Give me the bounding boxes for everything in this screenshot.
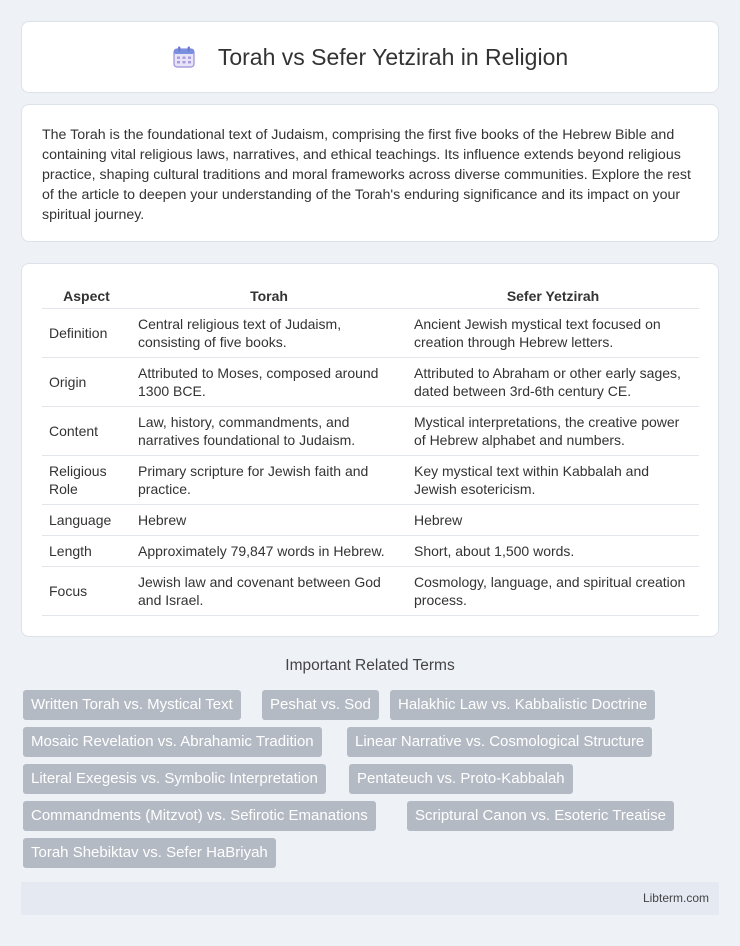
aspect-cell: Language — [42, 505, 131, 536]
table-row — [42, 536, 699, 567]
torah-cell: Attributed to Moses, composed around 1300 BCE. — [131, 358, 407, 407]
related-term-tag[interactable]: Literal Exegesis vs. Symbolic Interpretation — [23, 764, 326, 794]
sefer-cell: Cosmology, language, and spiritual creation process. — [407, 567, 699, 616]
related-term-tag[interactable]: Written Torah vs. Mystical Text — [23, 690, 241, 720]
torah-cell: Primary scripture for Jewish faith and practice. — [131, 456, 407, 505]
footer — [21, 882, 719, 915]
sefer-cell: Attributed to Abraham or other early sages, dated between 3rd-6th century CE. — [407, 358, 699, 407]
table-row — [42, 567, 699, 616]
table-row — [42, 407, 699, 456]
aspect-cell: Definition — [42, 309, 131, 358]
related-term-tag[interactable]: Pentateuch vs. Proto-Kabbalah — [349, 764, 573, 794]
header-card — [21, 21, 719, 93]
sefer-cell: Ancient Jewish mystical text focused on creation through Hebrew letters. — [407, 309, 699, 358]
related-term-tag[interactable]: Commandments (Mitzvot) vs. Sefirotic Emanations — [23, 801, 376, 831]
torah-cell: Jewish law and covenant between God and Israel. — [131, 567, 407, 616]
related-term-tag[interactable]: Halakhic Law vs. Kabbalistic Doctrine — [390, 690, 655, 720]
table-header-row — [42, 284, 699, 309]
aspect-cell: Origin — [42, 358, 131, 407]
torah-cell: Approximately 79,847 words in Hebrew. — [131, 536, 407, 567]
header-torah: Torah — [131, 284, 407, 309]
related-term-tag[interactable]: Linear Narrative vs. Cosmological Structure — [347, 727, 652, 757]
related-terms-title: Important Related Terms — [285, 657, 455, 674]
comparison-table-card — [21, 263, 719, 637]
related-term-tag[interactable]: Torah Shebiktav vs. Sefer HaBriyah — [23, 838, 276, 868]
header-aspect: Aspect — [42, 284, 131, 309]
sefer-cell: Key mystical text within Kabbalah and Jewish esotericism. — [407, 456, 699, 505]
page-title: Torah vs Sefer Yetzirah in Religion — [217, 43, 569, 70]
table-row — [42, 358, 699, 407]
comparison-table — [42, 284, 699, 616]
sefer-cell: Hebrew — [407, 505, 699, 536]
footer-brand-link[interactable]: Libterm.com — [642, 891, 709, 905]
aspect-cell: Length — [42, 536, 131, 567]
intro-card — [21, 104, 719, 242]
torah-cell: Hebrew — [131, 505, 407, 536]
table-row — [42, 505, 699, 536]
aspect-cell: Focus — [42, 567, 131, 616]
table-row — [42, 456, 699, 505]
related-term-tag[interactable]: Peshat vs. Sod — [262, 690, 379, 720]
table-row — [42, 309, 699, 358]
related-term-tag[interactable]: Scriptural Canon vs. Esoteric Treatise — [407, 801, 674, 831]
sefer-cell: Mystical interpretations, the creative power of Hebrew alphabet and numbers. — [407, 407, 699, 456]
aspect-cell: Religious Role — [42, 456, 131, 505]
calendar-icon — [172, 45, 196, 69]
torah-cell: Law, history, commandments, and narratives foundational to Judaism. — [131, 407, 407, 456]
sefer-cell: Short, about 1,500 words. — [407, 536, 699, 567]
header-sefer: Sefer Yetzirah — [407, 284, 699, 309]
aspect-cell: Content — [42, 407, 131, 456]
related-term-tag[interactable]: Mosaic Revelation vs. Abrahamic Tradition — [23, 727, 322, 757]
intro-text: The Torah is the foundational text of Judaism, comprising the first five books of the Hebrew Bible and containing vital religious laws, narratives, and ethical teachings. Its influence extends beyond religious practice, shaping cultural traditions and moral frameworks across diverse communities. Explore the rest of the article to deepen your understanding of the Torah's enduring significance and its impact on your spiritual journey. — [42, 127, 691, 223]
torah-cell: Central religious text of Judaism, consisting of five books. — [131, 309, 407, 358]
